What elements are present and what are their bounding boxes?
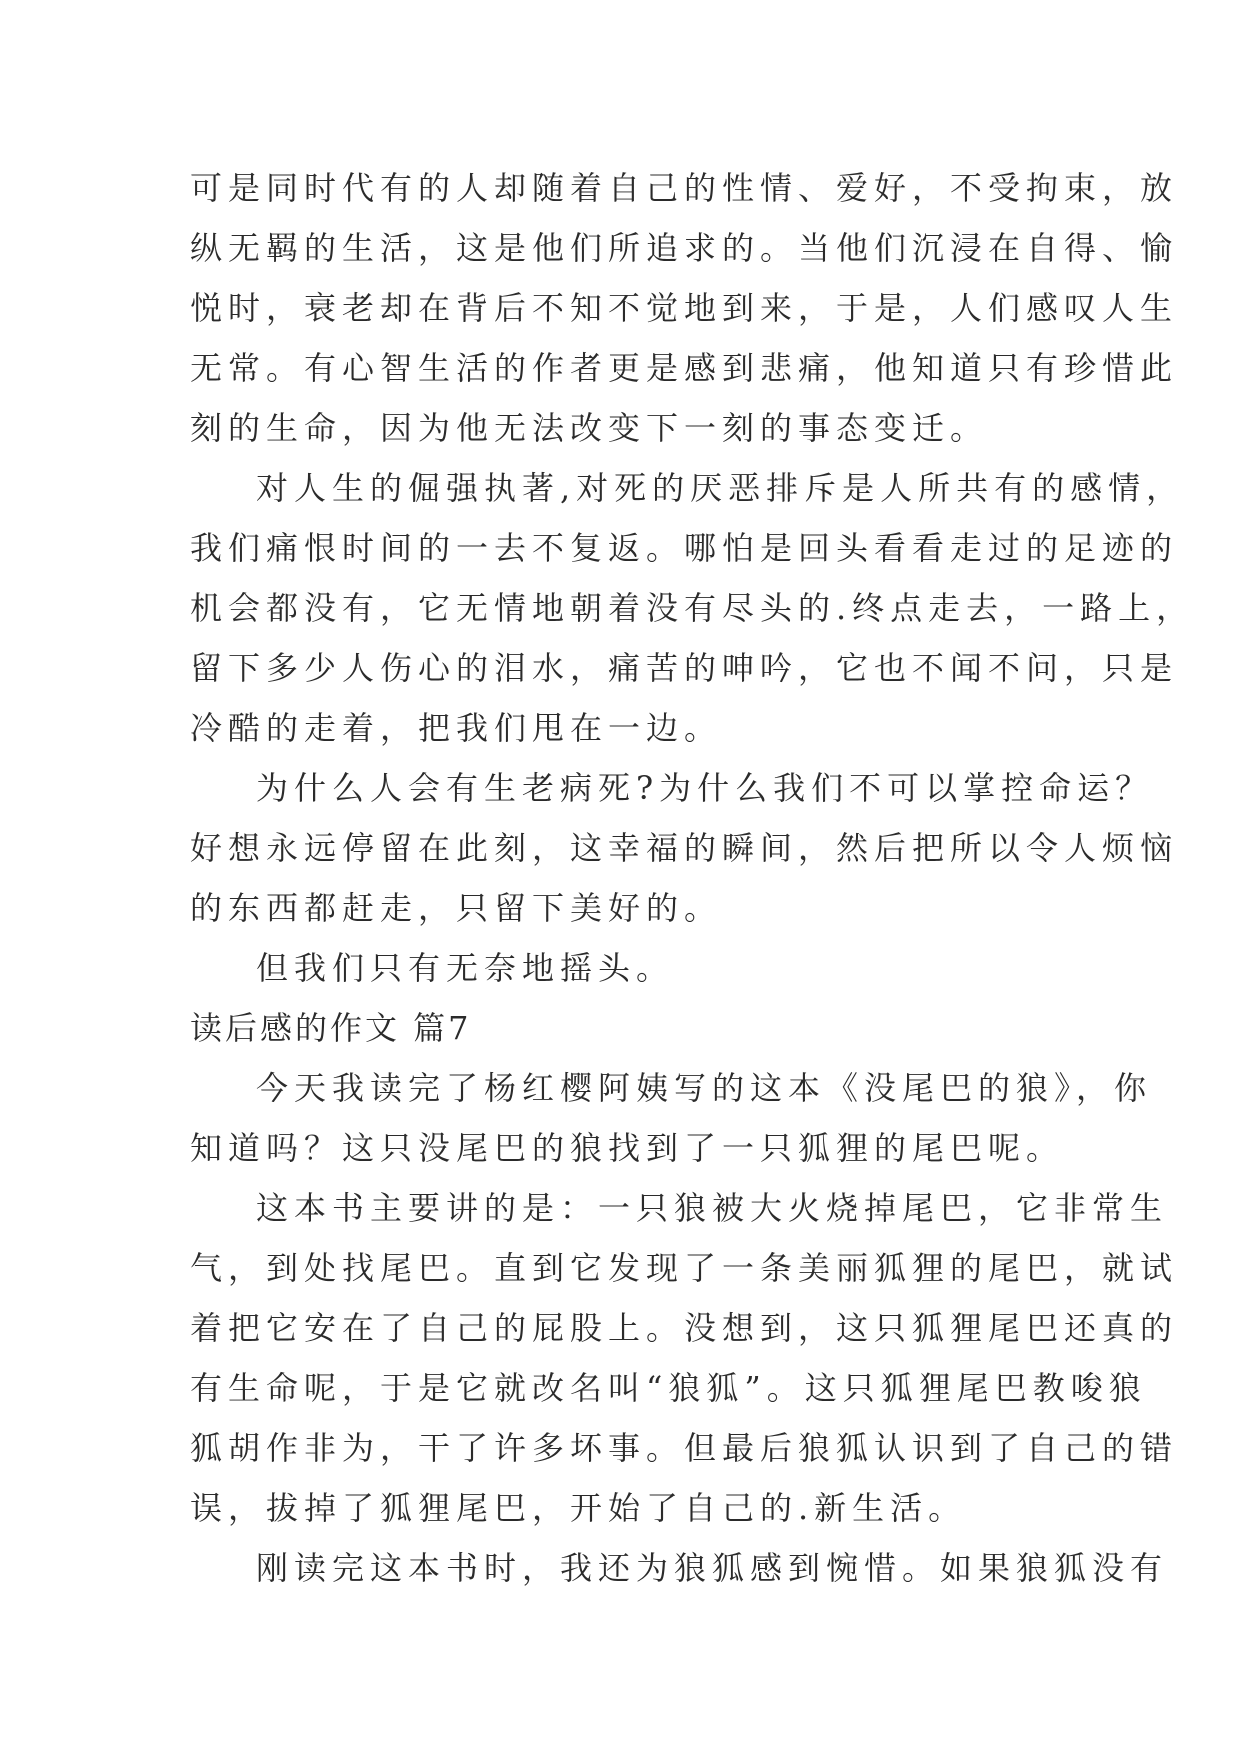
text-line: 纵无羁的生活，这是他们所追求的。当他们沉浸在自得、愉 (190, 229, 1179, 267)
text-line: 留下多少人伤心的泪水，痛苦的呻吟，它也不闻不问，只是 (190, 649, 1179, 687)
paragraph-start-line: 但我们只有无奈地摇头。 (256, 949, 675, 987)
text-line: 可是同时代有的人却随着自己的性情、爱好，不受拘束，放 (190, 169, 1179, 207)
paragraph-start-line: 今天我读完了杨红樱阿姨写的这本《没尾巴的狼》，你 (256, 1069, 1153, 1107)
text-line: 着把它安在了自己的屁股上。没想到，这只狐狸尾巴还真的 (190, 1309, 1179, 1347)
paragraph-start-line: 刚读完这本书时，我还为狼狐感到惋惜。如果狼狐没有 (256, 1549, 1169, 1587)
text-line: 无常。有心智生活的作者更是感到悲痛，他知道只有珍惜此 (190, 349, 1179, 387)
text-line: 误，拔掉了狐狸尾巴，开始了自己的.新生活。 (190, 1489, 967, 1527)
text-line: 悦时，衰老却在背后不知不觉地到来，于是，人们感叹人生 (190, 289, 1179, 327)
text-line: 有生命呢，于是它就改名叫“狼狐”。这只狐狸尾巴教唆狼 (190, 1369, 1147, 1407)
paragraph-start-line: 对人生的倔强执著,对死的厌恶排斥是人所共有的感情， (256, 469, 1185, 507)
paragraph-start-line: 这本书主要讲的是：一只狼被大火烧掉尾巴，它非常生 (256, 1189, 1169, 1227)
section-heading: 读后感的作文 篇7 (190, 1009, 472, 1047)
text-line: 我们痛恨时间的一去不复返。哪怕是回头看看走过的足迹的 (190, 529, 1179, 567)
text-line: 好想永远停留在此刻，这幸福的瞬间，然后把所以令人烦恼 (190, 829, 1179, 867)
text-line: 冷酷的走着，把我们甩在一边。 (190, 709, 723, 747)
text-line: 气，到处找尾巴。直到它发现了一条美丽狐狸的尾巴，就试 (190, 1249, 1179, 1287)
text-line: 的东西都赶走，只留下美好的。 (190, 889, 723, 927)
text-line: 机会都没有，它无情地朝着没有尽头的.终点走去，一路上， (190, 589, 1195, 627)
text-line: 刻的生命，因为他无法改变下一刻的事态变迁。 (190, 409, 989, 447)
paragraph-start-line: 为什么人会有生老病死?为什么我们不可以掌控命运？ (256, 769, 1154, 807)
text-line: 知道吗？这只没尾巴的狼找到了一只狐狸的尾巴呢。 (190, 1129, 1065, 1167)
document-body (190, 158, 1195, 1598)
text-line: 狐胡作非为，干了许多坏事。但最后狼狐认识到了自己的错 (190, 1429, 1179, 1467)
